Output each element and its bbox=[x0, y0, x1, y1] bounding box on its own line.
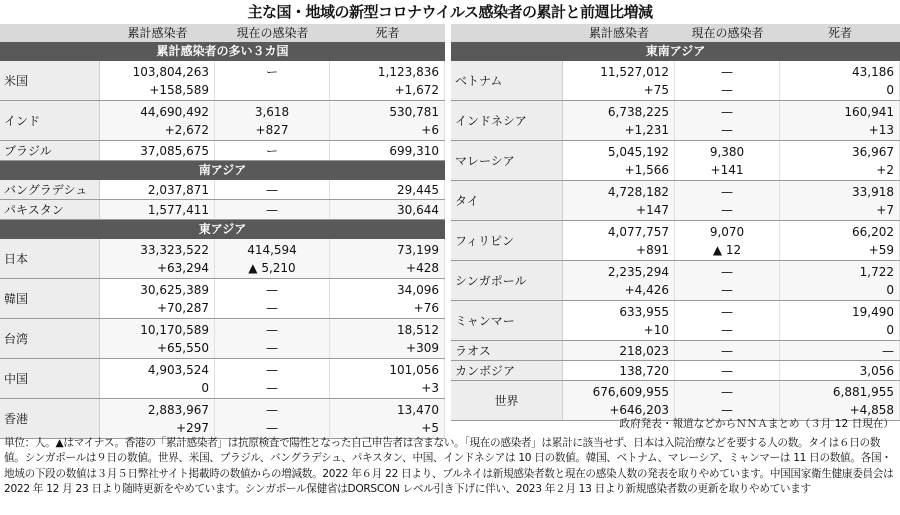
weekly-change: +428 bbox=[406, 260, 439, 275]
weekly-change: — bbox=[721, 122, 733, 137]
country-name: 香港 bbox=[0, 399, 100, 438]
weekly-change: — bbox=[721, 202, 733, 217]
value: 103,804,263 bbox=[132, 64, 209, 79]
table-row bbox=[451, 261, 900, 301]
current-cell bbox=[675, 381, 780, 420]
header-label: 死者 bbox=[827, 26, 852, 40]
footnote: 単位：人。▲はマイナス。香港の「累計感染者」は抗原検査で陽性となった自己申告者は含まない。「現在の感染者」は累計に該当せず、日本は入院治療などを要する人の数。タイは６日の数値。シンガポールは９日の数値。世界、米国、ブラジル、バングラデシュ、パキスタン、中国、インドネシアは 10 日の数値。韓国、ベトナム、マレーシア、ミャンマーは 11 日の数値。各国・地域の下段の数値は３月５日弊社サイト掲載時の数値からの増減数。2022 年６月 22 日より、ブルネイは新規感染者数と現在の感染人数の発表を取りやめています。中国国家衛生健康委員会は 2022 年 12 月 23 日より随時更新をやめています。シンガポール保健省はDORSCON レベル引き下げに伴い、2023 年２月 13 日より新規感染者数の更新を取りやめています bbox=[4, 437, 894, 496]
country-name: インドネシア bbox=[451, 101, 563, 140]
deaths-cell bbox=[330, 359, 445, 398]
deaths-cell bbox=[330, 141, 445, 160]
weekly-change bbox=[215, 81, 329, 99]
current-cell bbox=[215, 399, 330, 438]
cumulative-cell bbox=[100, 61, 215, 100]
deaths-cell bbox=[330, 61, 445, 100]
value: — bbox=[266, 182, 278, 197]
header-label: 死者 bbox=[375, 26, 400, 40]
table-row bbox=[0, 359, 445, 399]
header-label: 現在の感染者 bbox=[236, 26, 309, 40]
country-name: パキスタン bbox=[0, 200, 100, 219]
value: — bbox=[721, 264, 733, 279]
weekly-change: — bbox=[266, 420, 278, 435]
country-name: マレーシア bbox=[451, 141, 563, 180]
weekly-change: +10 bbox=[643, 322, 669, 337]
current-cell bbox=[215, 141, 330, 160]
value: 4,728,182 bbox=[607, 184, 669, 199]
value: 18,512 bbox=[397, 322, 439, 337]
cumulative-cell bbox=[100, 180, 215, 199]
value: — bbox=[882, 343, 894, 358]
header-label: 現在の感染者 bbox=[691, 26, 764, 40]
current-cell bbox=[215, 319, 330, 358]
table-row bbox=[0, 239, 445, 279]
deaths-cell bbox=[330, 399, 445, 438]
current-cell bbox=[215, 61, 330, 100]
column-header bbox=[0, 24, 445, 42]
current-cell bbox=[675, 141, 780, 180]
country-name: 米国 bbox=[0, 61, 100, 100]
weekly-change: +7 bbox=[876, 202, 894, 217]
country-name: 韓国 bbox=[0, 279, 100, 318]
section-title: 東アジア bbox=[0, 220, 445, 239]
value: — bbox=[721, 384, 733, 399]
value: 2,037,871 bbox=[147, 182, 209, 197]
country-name: 日本 bbox=[0, 239, 100, 278]
weekly-change: +297 bbox=[176, 420, 209, 435]
value: 44,690,492 bbox=[140, 104, 209, 119]
right-table bbox=[451, 24, 900, 421]
cumulative-cell bbox=[100, 359, 215, 398]
value: 160,941 bbox=[844, 104, 894, 119]
cumulative-cell bbox=[100, 101, 215, 140]
country-name: 中国 bbox=[0, 359, 100, 398]
section-title: 南アジア bbox=[0, 161, 445, 180]
value: 30,625,389 bbox=[140, 282, 209, 297]
current-cell bbox=[215, 200, 330, 219]
country-name: フィリピン bbox=[451, 221, 563, 260]
table-row bbox=[451, 341, 900, 361]
current-cell bbox=[675, 341, 780, 360]
table-row bbox=[0, 319, 445, 359]
cumulative-cell bbox=[563, 61, 675, 100]
weekly-change: +646,203 bbox=[609, 402, 669, 417]
weekly-change: +1,231 bbox=[624, 122, 669, 137]
country-name: バングラデシュ bbox=[0, 180, 100, 199]
country-name: タイ bbox=[451, 181, 563, 220]
weekly-change: +158,589 bbox=[149, 82, 209, 97]
cumulative-cell bbox=[563, 361, 675, 380]
table-row bbox=[451, 101, 900, 141]
deaths-cell bbox=[330, 279, 445, 318]
header-label: 累計感染者 bbox=[127, 26, 188, 40]
header-label: 累計感染者 bbox=[588, 26, 649, 40]
country-name: インド bbox=[0, 101, 100, 140]
value: — bbox=[721, 184, 733, 199]
weekly-change: +891 bbox=[636, 242, 669, 257]
table-row bbox=[451, 141, 900, 181]
current-cell bbox=[675, 101, 780, 140]
cumulative-cell bbox=[563, 141, 675, 180]
cumulative-cell bbox=[563, 221, 675, 260]
value: 10,170,589 bbox=[140, 322, 209, 337]
weekly-change: 0 bbox=[886, 282, 894, 297]
table-row bbox=[0, 200, 445, 220]
weekly-change: +309 bbox=[406, 340, 439, 355]
value: — bbox=[721, 363, 733, 378]
value: 33,918 bbox=[852, 184, 894, 199]
deaths-cell bbox=[330, 180, 445, 199]
cumulative-cell bbox=[563, 301, 675, 340]
country-name: 台湾 bbox=[0, 319, 100, 358]
country-name: ミャンマー bbox=[451, 301, 563, 340]
cumulative-cell bbox=[563, 261, 675, 300]
deaths-cell bbox=[780, 361, 900, 380]
value: — bbox=[266, 282, 278, 297]
value: 101,056 bbox=[389, 362, 439, 377]
table-row bbox=[451, 361, 900, 381]
weekly-change: +59 bbox=[868, 242, 894, 257]
weekly-change: 0 bbox=[201, 380, 209, 395]
value: 3,618 bbox=[254, 104, 290, 119]
value: — bbox=[266, 322, 278, 337]
value: 37,085,675 bbox=[140, 143, 209, 158]
table-row bbox=[451, 61, 900, 101]
cumulative-cell bbox=[563, 181, 675, 220]
current-cell bbox=[215, 101, 330, 140]
weekly-change: +141 bbox=[710, 162, 744, 177]
value: 530,781 bbox=[389, 104, 439, 119]
current-cell bbox=[675, 61, 780, 100]
value: 1,577,411 bbox=[147, 202, 209, 217]
value: 2,235,294 bbox=[607, 264, 669, 279]
table-row bbox=[451, 221, 900, 261]
page-title: 主な国・地域の新型コロナウイルス感染者の累計と前週比増減 bbox=[247, 3, 653, 21]
value: 29,445 bbox=[397, 182, 439, 197]
column-header bbox=[451, 24, 900, 42]
value: 4,077,757 bbox=[607, 224, 669, 239]
value: — bbox=[721, 304, 733, 319]
value: 3,056 bbox=[859, 363, 894, 378]
deaths-cell bbox=[330, 319, 445, 358]
weekly-change: +3 bbox=[421, 380, 439, 395]
current-cell bbox=[675, 361, 780, 380]
weekly-change: +1,566 bbox=[624, 162, 669, 177]
country-name: ブラジル bbox=[0, 141, 100, 160]
table-row bbox=[0, 101, 445, 141]
table-row bbox=[451, 181, 900, 221]
weekly-change: — bbox=[721, 282, 733, 297]
cumulative-cell bbox=[563, 381, 675, 420]
value: — bbox=[266, 202, 278, 217]
table-row bbox=[0, 61, 445, 101]
current-cell bbox=[675, 301, 780, 340]
deaths-cell bbox=[780, 181, 900, 220]
country-name: ラオス bbox=[451, 341, 563, 360]
value: 5,045,192 bbox=[607, 144, 669, 159]
value: — bbox=[266, 402, 278, 417]
deaths-cell bbox=[780, 381, 900, 420]
country-name: ベトナム bbox=[451, 61, 563, 100]
deaths-cell bbox=[780, 261, 900, 300]
value: 19,490 bbox=[852, 304, 894, 319]
cumulative-cell bbox=[100, 399, 215, 438]
cumulative-cell bbox=[100, 200, 215, 219]
weekly-change: +6 bbox=[421, 122, 439, 137]
weekly-change: +827 bbox=[255, 122, 289, 137]
value: 414,594 bbox=[247, 242, 297, 257]
value: 9,380 bbox=[709, 144, 745, 159]
value: — bbox=[721, 64, 733, 79]
value: 1,123,836 bbox=[377, 64, 439, 79]
value: 138,720 bbox=[619, 363, 669, 378]
value: 34,096 bbox=[397, 282, 439, 297]
value: 36,967 bbox=[852, 144, 894, 159]
value: 13,470 bbox=[397, 402, 439, 417]
value: 73,199 bbox=[397, 242, 439, 257]
weekly-change: +147 bbox=[636, 202, 669, 217]
weekly-change: — bbox=[721, 402, 733, 417]
current-cell bbox=[675, 261, 780, 300]
weekly-change: — bbox=[266, 380, 278, 395]
value: — bbox=[721, 104, 733, 119]
current-cell bbox=[215, 359, 330, 398]
value: 66,202 bbox=[852, 224, 894, 239]
weekly-change: ▲ 12 bbox=[712, 242, 742, 257]
deaths-cell bbox=[780, 221, 900, 260]
value: 2,883,967 bbox=[147, 402, 209, 417]
weekly-change: 0 bbox=[886, 322, 894, 337]
value: 11,527,012 bbox=[600, 64, 669, 79]
cumulative-cell bbox=[100, 319, 215, 358]
value: 6,738,225 bbox=[607, 104, 669, 119]
weekly-change: +1,672 bbox=[394, 82, 439, 97]
deaths-cell bbox=[330, 101, 445, 140]
country-name: 世界 bbox=[451, 381, 563, 420]
cumulative-cell bbox=[100, 239, 215, 278]
section-title: 累計感染者の多い３カ国 bbox=[0, 42, 445, 61]
deaths-cell bbox=[780, 101, 900, 140]
weekly-change: — bbox=[721, 322, 733, 337]
weekly-change: +65,550 bbox=[156, 340, 209, 355]
value: 33,323,522 bbox=[140, 242, 209, 257]
current-cell bbox=[215, 180, 330, 199]
deaths-cell bbox=[780, 61, 900, 100]
header-blank bbox=[0, 24, 100, 42]
value: 699,310 bbox=[389, 143, 439, 158]
value: 43,186 bbox=[852, 64, 894, 79]
weekly-change: +5 bbox=[421, 420, 439, 435]
current-cell bbox=[675, 221, 780, 260]
weekly-change: ▲ 5,210 bbox=[248, 260, 296, 275]
weekly-change: +4,858 bbox=[849, 402, 894, 417]
table-row bbox=[0, 399, 445, 439]
value: 30,644 bbox=[397, 202, 439, 217]
value: 4,903,524 bbox=[147, 362, 209, 377]
table-row bbox=[0, 141, 445, 161]
weekly-change: — bbox=[266, 300, 278, 315]
section-title: 東南アジア bbox=[451, 42, 900, 61]
deaths-cell bbox=[330, 239, 445, 278]
weekly-change: 0 bbox=[886, 82, 894, 97]
header-blank bbox=[451, 24, 563, 42]
value: 633,955 bbox=[619, 304, 669, 319]
cumulative-cell bbox=[100, 279, 215, 318]
table-row bbox=[0, 279, 445, 319]
deaths-cell bbox=[780, 301, 900, 340]
source-note: 政府発表・報道などからＮＮＡまとめ（３月 12 日現在） bbox=[619, 418, 894, 430]
weekly-change: — bbox=[721, 82, 733, 97]
left-table bbox=[0, 24, 445, 439]
value: ー bbox=[265, 64, 278, 79]
weekly-change: +76 bbox=[413, 300, 439, 315]
table-row bbox=[0, 180, 445, 200]
weekly-change: +75 bbox=[643, 82, 669, 97]
value: ー bbox=[265, 143, 278, 158]
weekly-change: — bbox=[266, 340, 278, 355]
cumulative-cell bbox=[100, 141, 215, 160]
value: 218,023 bbox=[619, 343, 669, 358]
value: — bbox=[266, 362, 278, 377]
value: — bbox=[721, 343, 733, 358]
value: 6,881,955 bbox=[832, 384, 894, 399]
value: 9,070 bbox=[709, 224, 745, 239]
value: 1,722 bbox=[859, 264, 894, 279]
country-name: カンボジア bbox=[451, 361, 563, 380]
weekly-change: +70,287 bbox=[156, 300, 209, 315]
weekly-change: +63,294 bbox=[156, 260, 209, 275]
current-cell bbox=[675, 181, 780, 220]
weekly-change: +2,672 bbox=[164, 122, 209, 137]
cumulative-cell bbox=[563, 101, 675, 140]
current-cell bbox=[215, 279, 330, 318]
current-cell bbox=[215, 239, 330, 278]
table-row bbox=[451, 301, 900, 341]
weekly-change: +13 bbox=[868, 122, 894, 137]
country-name: シンガポール bbox=[451, 261, 563, 300]
deaths-cell bbox=[780, 341, 900, 360]
weekly-change: +4,426 bbox=[624, 282, 669, 297]
deaths-cell bbox=[330, 200, 445, 219]
cumulative-cell bbox=[563, 341, 675, 360]
deaths-cell bbox=[780, 141, 900, 180]
weekly-change: +2 bbox=[876, 162, 894, 177]
world-row bbox=[451, 381, 900, 421]
value: 676,609,955 bbox=[592, 384, 669, 399]
